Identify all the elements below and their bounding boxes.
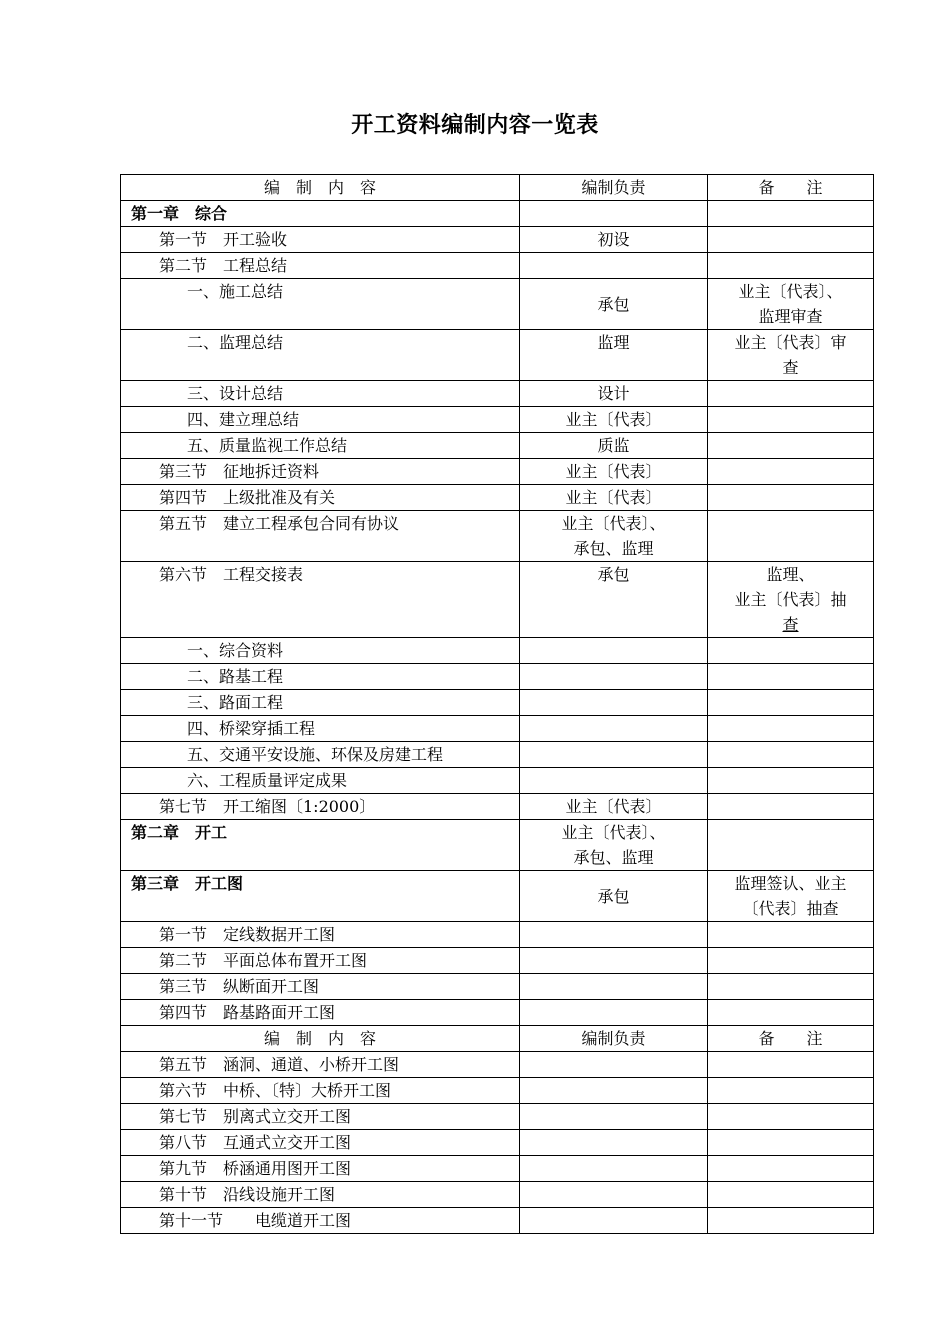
remarks-line: 监理审查 bbox=[758, 307, 823, 326]
table-row bbox=[121, 407, 874, 433]
table-row bbox=[121, 768, 874, 794]
table-row bbox=[121, 485, 874, 511]
table-row bbox=[121, 227, 874, 253]
row-responsible: 设计 bbox=[520, 381, 708, 407]
row-content: 六、工程质量评定成果 bbox=[121, 768, 520, 794]
row-content: 第八节 互通式立交开工图 bbox=[121, 1130, 520, 1156]
row-content: 四、桥梁穿插工程 bbox=[121, 716, 520, 742]
row-responsible: 承包 bbox=[520, 562, 708, 638]
content-table bbox=[120, 174, 874, 1234]
row-content: 第六节 工程交接表 bbox=[121, 562, 520, 638]
table-row bbox=[121, 922, 874, 948]
row-content: 第三节 征地拆迁资料 bbox=[121, 459, 520, 485]
row-responsible bbox=[520, 768, 708, 794]
row-responsible: 业主〔代表〕 bbox=[520, 459, 708, 485]
row-responsible: 业主〔代表〕 bbox=[520, 794, 708, 820]
row-content: 一、施工总结 bbox=[121, 279, 520, 330]
row-content: 三、路面工程 bbox=[121, 690, 520, 716]
row-remarks bbox=[708, 253, 874, 279]
row-responsible bbox=[520, 1000, 708, 1026]
remarks-line: 监理、 bbox=[766, 565, 815, 584]
row-responsible: 监理 bbox=[520, 330, 708, 381]
table-row bbox=[121, 1000, 874, 1026]
row-content: 第一章 综合 bbox=[121, 201, 520, 227]
row-remarks bbox=[708, 1000, 874, 1026]
header-remarks: 备 注 bbox=[708, 1026, 874, 1052]
table-row bbox=[121, 1182, 874, 1208]
table-row bbox=[121, 820, 874, 871]
row-responsible bbox=[520, 638, 708, 664]
row-content: 第十节 沿线设施开工图 bbox=[121, 1182, 520, 1208]
row-remarks bbox=[708, 1130, 874, 1156]
row-content: 第二节 工程总结 bbox=[121, 253, 520, 279]
row-content: 第九节 桥涵通用图开工图 bbox=[121, 1156, 520, 1182]
row-content: 四、建立理总结 bbox=[121, 407, 520, 433]
table-row bbox=[121, 1156, 874, 1182]
row-remarks bbox=[708, 1208, 874, 1234]
row-responsible: 业主〔代表〕 bbox=[520, 485, 708, 511]
row-content: 第十一节 电缆道开工图 bbox=[121, 1208, 520, 1234]
row-content: 第七节 开工缩图〔1:2000〕 bbox=[121, 794, 520, 820]
row-remarks bbox=[708, 922, 874, 948]
table-row bbox=[121, 794, 874, 820]
row-remarks bbox=[708, 1052, 874, 1078]
table-row bbox=[121, 1208, 874, 1234]
row-responsible: 质监 bbox=[520, 433, 708, 459]
row-content: 二、路基工程 bbox=[121, 664, 520, 690]
row-content: 第二章 开工 bbox=[121, 820, 520, 871]
remarks-line: 业主〔代表〕、 bbox=[738, 282, 843, 301]
remarks-line: 查 bbox=[782, 615, 799, 634]
row-content: 二、监理总结 bbox=[121, 330, 520, 381]
row-responsible bbox=[520, 1052, 708, 1078]
remarks-line: 业主〔代表〕抽 bbox=[734, 590, 847, 609]
responsible-line: 承包、监理 bbox=[573, 539, 654, 558]
row-content: 第七节 别离式立交开工图 bbox=[121, 1104, 520, 1130]
table-row bbox=[121, 1052, 874, 1078]
row-remarks bbox=[708, 974, 874, 1000]
row-content: 第三节 纵断面开工图 bbox=[121, 974, 520, 1000]
row-remarks bbox=[708, 794, 874, 820]
row-remarks bbox=[708, 227, 874, 253]
table-row bbox=[121, 664, 874, 690]
row-remarks bbox=[708, 485, 874, 511]
row-remarks bbox=[708, 1078, 874, 1104]
row-responsible bbox=[520, 922, 708, 948]
row-remarks bbox=[708, 381, 874, 407]
header-responsible: 编制负责 bbox=[520, 1026, 708, 1052]
row-content: 第一节 定线数据开工图 bbox=[121, 922, 520, 948]
table-row bbox=[121, 638, 874, 664]
table-header-row-repeat bbox=[121, 1026, 874, 1052]
table-row bbox=[121, 742, 874, 768]
remarks-line: 〔代表〕抽查 bbox=[742, 899, 839, 918]
row-remarks bbox=[708, 871, 874, 922]
table-row bbox=[121, 381, 874, 407]
row-responsible bbox=[520, 742, 708, 768]
table-row bbox=[121, 279, 874, 330]
row-content: 第四节 上级批准及有关 bbox=[121, 485, 520, 511]
row-remarks bbox=[708, 407, 874, 433]
row-remarks bbox=[708, 459, 874, 485]
row-responsible: 承包 bbox=[520, 279, 708, 330]
row-content: 一、综合资料 bbox=[121, 638, 520, 664]
row-content: 第三章 开工图 bbox=[121, 871, 520, 922]
row-responsible bbox=[520, 1078, 708, 1104]
table-row bbox=[121, 253, 874, 279]
table-row bbox=[121, 871, 874, 922]
remarks-line: 查 bbox=[782, 358, 799, 377]
row-remarks bbox=[708, 768, 874, 794]
table-row bbox=[121, 459, 874, 485]
row-content: 五、质量监视工作总结 bbox=[121, 433, 520, 459]
row-content: 第五节 涵洞、通道、小桥开工图 bbox=[121, 1052, 520, 1078]
row-responsible bbox=[520, 948, 708, 974]
row-content: 第二节 平面总体布置开工图 bbox=[121, 948, 520, 974]
header-responsible: 编制负责 bbox=[520, 175, 708, 201]
row-remarks bbox=[708, 690, 874, 716]
row-remarks bbox=[708, 1104, 874, 1130]
row-responsible: 承包 bbox=[520, 871, 708, 922]
remarks-line: 业主〔代表〕审 bbox=[734, 333, 847, 352]
row-remarks bbox=[708, 562, 874, 638]
page-title: 开工资料编制内容一览表 bbox=[351, 113, 599, 138]
row-responsible bbox=[520, 820, 708, 871]
table-row bbox=[121, 201, 874, 227]
responsible-line: 业主〔代表〕、 bbox=[561, 514, 666, 533]
row-content: 三、设计总结 bbox=[121, 381, 520, 407]
row-content: 第四节 路基路面开工图 bbox=[121, 1000, 520, 1026]
row-responsible: 初设 bbox=[520, 227, 708, 253]
table-row bbox=[121, 511, 874, 562]
table-row bbox=[121, 948, 874, 974]
row-remarks bbox=[708, 742, 874, 768]
row-responsible bbox=[520, 690, 708, 716]
row-remarks bbox=[708, 820, 874, 871]
row-remarks bbox=[708, 716, 874, 742]
table-row bbox=[121, 562, 874, 638]
row-responsible bbox=[520, 974, 708, 1000]
table-header-row bbox=[121, 175, 874, 201]
row-responsible bbox=[520, 716, 708, 742]
row-remarks bbox=[708, 638, 874, 664]
row-responsible bbox=[520, 1130, 708, 1156]
table-row bbox=[121, 974, 874, 1000]
row-responsible bbox=[520, 511, 708, 562]
row-remarks bbox=[708, 511, 874, 562]
row-remarks bbox=[708, 1156, 874, 1182]
remarks-line: 监理签认、业主 bbox=[734, 874, 847, 893]
row-responsible bbox=[520, 253, 708, 279]
row-remarks bbox=[708, 201, 874, 227]
table-row bbox=[121, 690, 874, 716]
row-remarks bbox=[708, 948, 874, 974]
row-content: 五、交通平安设施、环保及房建工程 bbox=[121, 742, 520, 768]
table-row bbox=[121, 330, 874, 381]
table-row bbox=[121, 1130, 874, 1156]
table-row bbox=[121, 716, 874, 742]
responsible-line: 业主〔代表〕、 bbox=[561, 823, 666, 842]
row-responsible bbox=[520, 1156, 708, 1182]
row-responsible bbox=[520, 1182, 708, 1208]
row-remarks bbox=[708, 433, 874, 459]
row-content: 第五节 建立工程承包合同有协议 bbox=[121, 511, 520, 562]
row-remarks bbox=[708, 279, 874, 330]
table-row bbox=[121, 433, 874, 459]
header-remarks: 备 注 bbox=[708, 175, 874, 201]
table-row bbox=[121, 1078, 874, 1104]
header-content: 编 制 内 容 bbox=[121, 175, 520, 201]
table-row bbox=[121, 1104, 874, 1130]
row-responsible bbox=[520, 1104, 708, 1130]
row-content: 第一节 开工验收 bbox=[121, 227, 520, 253]
header-content: 编 制 内 容 bbox=[121, 1026, 520, 1052]
row-remarks bbox=[708, 330, 874, 381]
row-remarks bbox=[708, 664, 874, 690]
row-responsible bbox=[520, 664, 708, 690]
row-responsible: 业主〔代表〕 bbox=[520, 407, 708, 433]
row-responsible bbox=[520, 1208, 708, 1234]
row-remarks bbox=[708, 1182, 874, 1208]
responsible-line: 承包、监理 bbox=[573, 848, 654, 867]
row-content: 第六节 中桥、〔特〕大桥开工图 bbox=[121, 1078, 520, 1104]
row-responsible bbox=[520, 201, 708, 227]
